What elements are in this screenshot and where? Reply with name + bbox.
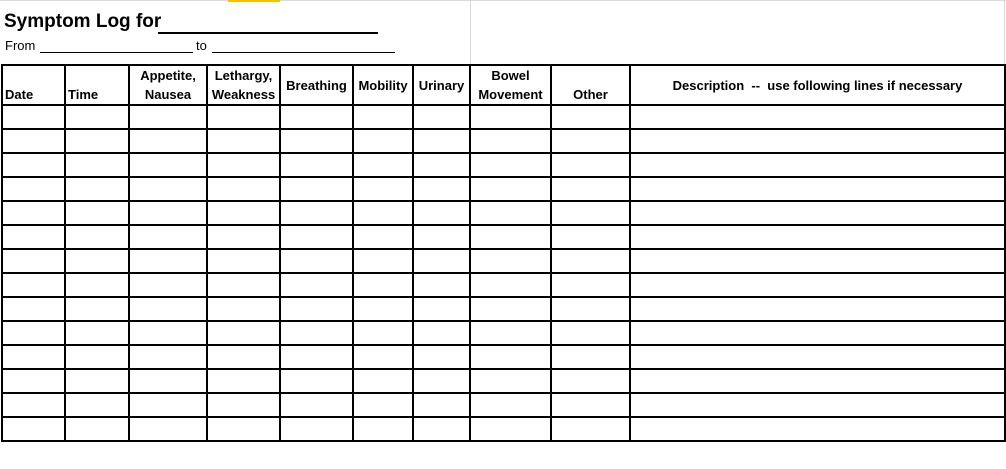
table-cell[interactable]	[630, 321, 1005, 345]
header-lethargy-weakness: Lethargy, Weakness	[207, 65, 280, 105]
table-cell[interactable]	[207, 297, 280, 321]
header-other: Other	[551, 65, 630, 105]
table-cell[interactable]	[353, 393, 413, 417]
table-cell[interactable]	[2, 417, 65, 441]
table-cell[interactable]	[470, 153, 551, 177]
table-cell[interactable]	[65, 345, 129, 369]
table-cell[interactable]	[280, 345, 353, 369]
table-cell[interactable]	[280, 369, 353, 393]
table-cell[interactable]	[65, 417, 129, 441]
table-row	[2, 177, 1005, 201]
table-cell[interactable]	[353, 297, 413, 321]
table-cell[interactable]	[353, 249, 413, 273]
table-cell[interactable]	[413, 201, 470, 225]
table-cell[interactable]	[470, 129, 551, 153]
table-cell[interactable]	[630, 249, 1005, 273]
table-cell[interactable]	[65, 321, 129, 345]
table-cell[interactable]	[129, 201, 207, 225]
table-cell[interactable]	[551, 297, 630, 321]
table-cell[interactable]	[470, 273, 551, 297]
table-cell[interactable]	[65, 153, 129, 177]
table-row	[2, 201, 1005, 225]
table-cell[interactable]	[2, 153, 65, 177]
table-cell[interactable]	[630, 369, 1005, 393]
table-cell[interactable]	[2, 201, 65, 225]
table-cell[interactable]	[630, 129, 1005, 153]
table-cell[interactable]	[630, 153, 1005, 177]
table-cell[interactable]	[129, 177, 207, 201]
table-cell[interactable]	[2, 129, 65, 153]
form-title: Symptom Log for	[4, 11, 162, 32]
table-cell[interactable]	[470, 225, 551, 249]
table-row	[2, 249, 1005, 273]
table-cell[interactable]	[470, 417, 551, 441]
sheet-gridline	[0, 0, 1006, 1]
table-cell[interactable]	[353, 273, 413, 297]
table-cell[interactable]	[65, 225, 129, 249]
table-cell[interactable]	[65, 393, 129, 417]
table-cell[interactable]	[65, 129, 129, 153]
table-cell[interactable]	[413, 345, 470, 369]
table-cell[interactable]	[551, 177, 630, 201]
table-cell[interactable]	[630, 417, 1005, 441]
table-cell[interactable]	[413, 321, 470, 345]
to-label: to	[196, 38, 207, 53]
header-urinary: Urinary	[413, 65, 470, 105]
table-cell[interactable]	[353, 417, 413, 441]
table-cell[interactable]	[280, 201, 353, 225]
header-row	[2, 65, 1005, 105]
table-cell[interactable]	[280, 249, 353, 273]
table-cell[interactable]	[551, 417, 630, 441]
table-cell[interactable]	[470, 105, 551, 129]
table-cell[interactable]	[207, 321, 280, 345]
table-cell[interactable]	[551, 225, 630, 249]
table-cell[interactable]	[65, 201, 129, 225]
table-cell[interactable]	[413, 153, 470, 177]
table-cell[interactable]	[2, 177, 65, 201]
header-appetite-nausea: Appetite, Nausea	[129, 65, 207, 105]
table-cell[interactable]	[470, 321, 551, 345]
table-cell[interactable]	[129, 393, 207, 417]
table-row	[2, 129, 1005, 153]
to-date-fill-line[interactable]	[212, 52, 395, 53]
table-cell[interactable]	[413, 129, 470, 153]
table-cell[interactable]	[413, 273, 470, 297]
header-mobility: Mobility	[353, 65, 413, 105]
table-row	[2, 297, 1005, 321]
table-cell[interactable]	[470, 369, 551, 393]
table-cell[interactable]	[207, 417, 280, 441]
table-cell[interactable]	[207, 105, 280, 129]
table-cell[interactable]	[551, 273, 630, 297]
table-row	[2, 225, 1005, 249]
table-cell[interactable]	[353, 345, 413, 369]
table-cell[interactable]	[353, 225, 413, 249]
table-cell[interactable]	[551, 153, 630, 177]
table-cell[interactable]	[280, 417, 353, 441]
table-cell[interactable]	[630, 201, 1005, 225]
table-cell[interactable]	[353, 105, 413, 129]
table-cell[interactable]	[630, 345, 1005, 369]
table-cell[interactable]	[470, 393, 551, 417]
table-cell[interactable]	[413, 369, 470, 393]
table-cell[interactable]	[280, 177, 353, 201]
cell-highlight-mark	[228, 0, 280, 2]
table-cell[interactable]	[551, 321, 630, 345]
table-cell[interactable]	[2, 369, 65, 393]
table-cell[interactable]	[353, 177, 413, 201]
table-cell[interactable]	[2, 273, 65, 297]
table-cell[interactable]	[2, 297, 65, 321]
table-row	[2, 369, 1005, 393]
table-row	[2, 321, 1005, 345]
header-date: Date	[2, 65, 65, 105]
table-cell[interactable]	[470, 177, 551, 201]
table-cell[interactable]	[630, 225, 1005, 249]
header-breathing: Breathing	[280, 65, 353, 105]
table-cell[interactable]	[65, 249, 129, 273]
table-row	[2, 393, 1005, 417]
table-cell[interactable]	[551, 129, 630, 153]
table-cell[interactable]	[470, 297, 551, 321]
table-cell[interactable]	[2, 393, 65, 417]
table-cell[interactable]	[280, 153, 353, 177]
header-description: Description -- use following lines if necessary	[630, 65, 1005, 105]
table-cell[interactable]	[129, 225, 207, 249]
table-cell[interactable]	[413, 225, 470, 249]
table-cell[interactable]	[353, 321, 413, 345]
table-cell[interactable]	[129, 273, 207, 297]
table-cell[interactable]	[129, 417, 207, 441]
table-cell[interactable]	[129, 249, 207, 273]
table-cell[interactable]	[129, 297, 207, 321]
table-row	[2, 345, 1005, 369]
table-cell[interactable]	[2, 345, 65, 369]
table-cell[interactable]	[551, 369, 630, 393]
table-cell[interactable]	[353, 369, 413, 393]
table-cell[interactable]	[630, 297, 1005, 321]
table-cell[interactable]	[129, 153, 207, 177]
table-cell[interactable]	[65, 105, 129, 129]
table-row	[2, 273, 1005, 297]
table-cell[interactable]	[207, 153, 280, 177]
table-cell[interactable]	[630, 177, 1005, 201]
table-cell[interactable]	[65, 177, 129, 201]
symptom-log-table	[1, 64, 1006, 442]
table-cell[interactable]	[551, 249, 630, 273]
table-cell[interactable]	[280, 321, 353, 345]
table-cell[interactable]	[413, 297, 470, 321]
table-cell[interactable]	[280, 129, 353, 153]
table-cell[interactable]	[551, 105, 630, 129]
table-cell[interactable]	[470, 201, 551, 225]
table-cell[interactable]	[413, 105, 470, 129]
from-label: From	[5, 38, 36, 53]
log-body	[2, 105, 1005, 441]
table-cell[interactable]	[280, 393, 353, 417]
table-cell[interactable]	[207, 249, 280, 273]
table-cell[interactable]	[65, 369, 129, 393]
table-cell[interactable]	[470, 345, 551, 369]
table-row	[2, 417, 1005, 441]
table-cell[interactable]	[280, 273, 353, 297]
table-cell[interactable]	[413, 249, 470, 273]
table-row	[2, 153, 1005, 177]
table-cell[interactable]	[129, 129, 207, 153]
table-cell[interactable]	[413, 177, 470, 201]
table-cell[interactable]	[207, 393, 280, 417]
table-cell[interactable]	[630, 273, 1005, 297]
table-cell[interactable]	[129, 369, 207, 393]
from-date-fill-line[interactable]	[40, 52, 193, 53]
table-cell[interactable]	[280, 105, 353, 129]
table-cell[interactable]	[207, 273, 280, 297]
table-cell[interactable]	[65, 273, 129, 297]
table-cell[interactable]	[207, 225, 280, 249]
table-cell[interactable]	[2, 321, 65, 345]
table-cell[interactable]	[207, 129, 280, 153]
table-cell[interactable]	[207, 177, 280, 201]
table-cell[interactable]	[129, 105, 207, 129]
table-cell[interactable]	[353, 153, 413, 177]
table-cell[interactable]	[630, 105, 1005, 129]
table-cell[interactable]	[280, 297, 353, 321]
table-cell[interactable]	[551, 201, 630, 225]
table-cell[interactable]	[2, 105, 65, 129]
name-fill-line[interactable]	[158, 32, 378, 34]
sheet-gridline	[1004, 0, 1005, 64]
table-cell[interactable]	[207, 369, 280, 393]
table-cell[interactable]	[413, 393, 470, 417]
header-bowel-movement: Bowel Movement	[470, 65, 551, 105]
table-cell[interactable]	[280, 225, 353, 249]
table-cell[interactable]	[353, 129, 413, 153]
table-cell[interactable]	[630, 393, 1005, 417]
table-cell[interactable]	[207, 345, 280, 369]
table-cell[interactable]	[551, 393, 630, 417]
table-cell[interactable]	[129, 321, 207, 345]
table-cell[interactable]	[65, 297, 129, 321]
table-cell[interactable]	[413, 417, 470, 441]
table-cell[interactable]	[2, 225, 65, 249]
table-row	[2, 105, 1005, 129]
table-cell[interactable]	[2, 249, 65, 273]
header-time: Time	[65, 65, 129, 105]
table-cell[interactable]	[470, 249, 551, 273]
table-cell[interactable]	[129, 345, 207, 369]
table-cell[interactable]	[353, 201, 413, 225]
sheet-gridline	[470, 0, 471, 64]
table-cell[interactable]	[207, 201, 280, 225]
table-cell[interactable]	[551, 345, 630, 369]
